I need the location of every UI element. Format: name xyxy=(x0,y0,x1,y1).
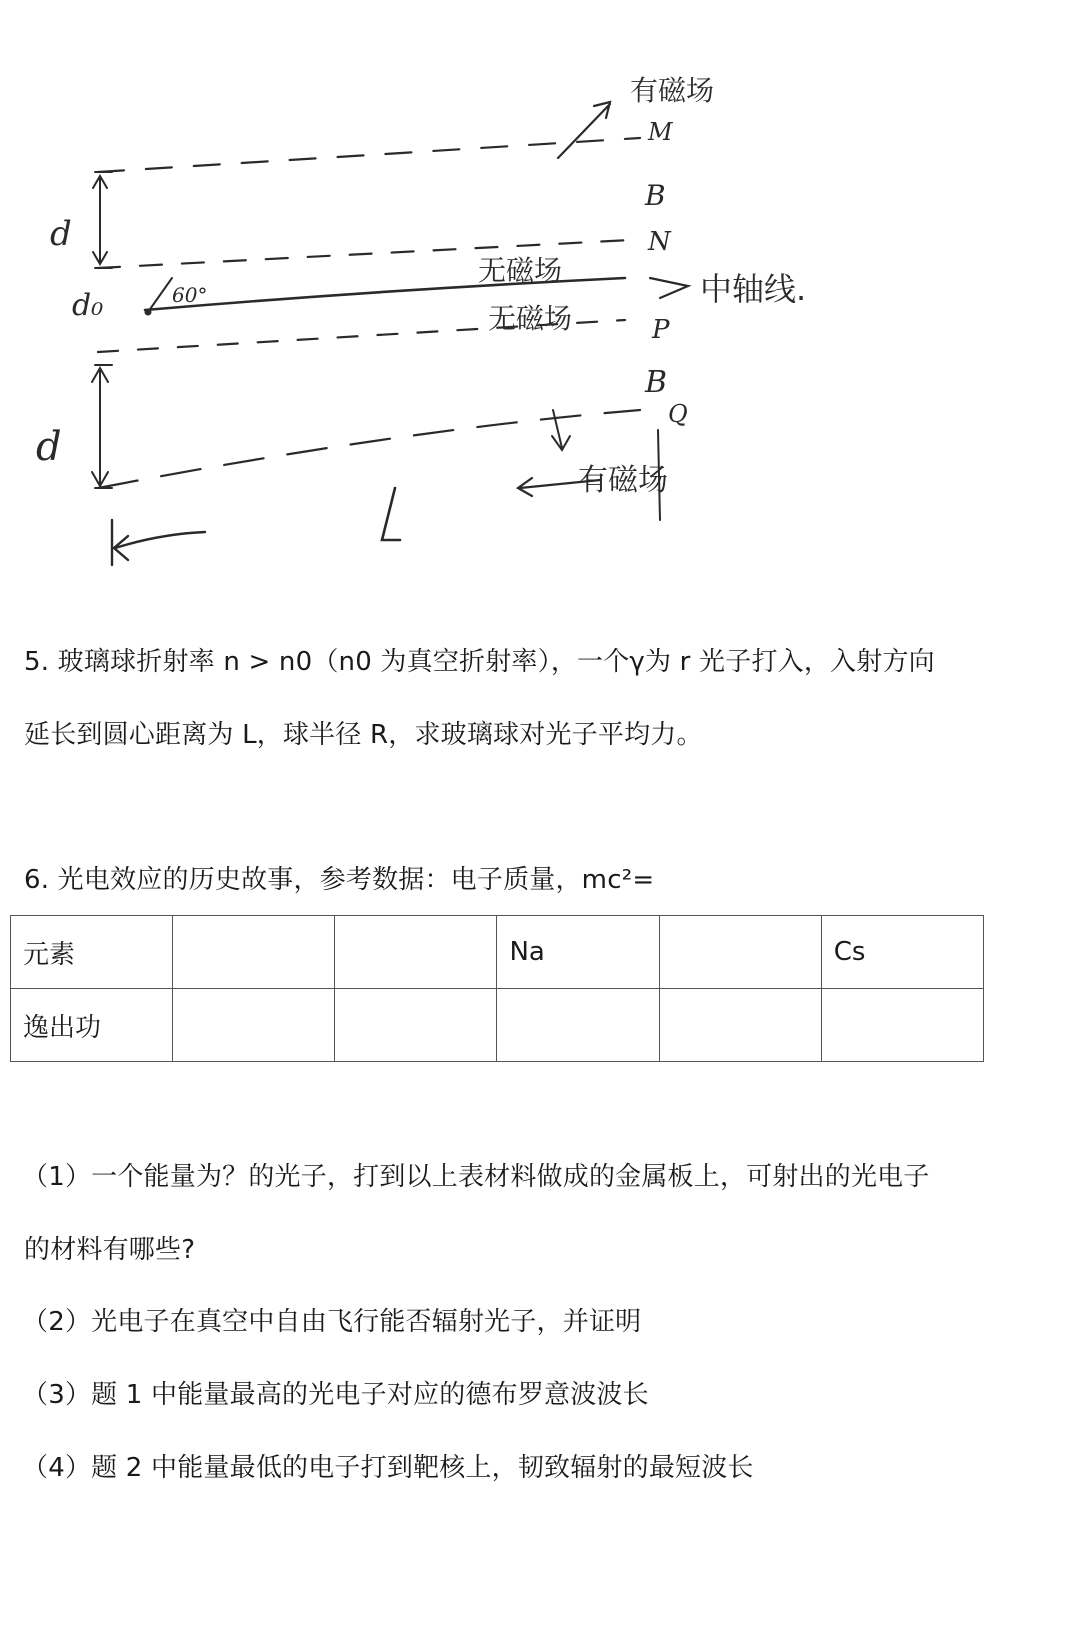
svg-text:d: d xyxy=(50,214,72,254)
svg-text:M: M xyxy=(648,118,673,146)
table-cell xyxy=(659,916,821,989)
table-cell xyxy=(821,989,983,1062)
table-cell xyxy=(173,916,335,989)
q6-sub1-line1: （1）一个能量为？的光子，打到以上表材料做成的金属板上，可射出的光电子 xyxy=(22,1162,930,1192)
table-cell xyxy=(497,989,659,1062)
L-arrow xyxy=(112,520,205,565)
L-letter xyxy=(382,488,400,540)
svg-text:中轴线.: 中轴线. xyxy=(700,270,807,308)
svg-text:B: B xyxy=(645,365,668,400)
q6-sub2: （2）光电子在真空中自由飞行能否辐射光子，并证明 xyxy=(22,1307,642,1337)
boundary-line-Q xyxy=(98,410,640,488)
svg-text:d: d xyxy=(36,424,62,470)
svg-text:B: B xyxy=(645,179,666,212)
axis-arrow xyxy=(650,278,688,298)
table-cell xyxy=(335,989,497,1062)
table-cell xyxy=(659,989,821,1062)
table-cell xyxy=(335,916,497,989)
boundary-line-M xyxy=(98,138,640,172)
d-arrow-top xyxy=(93,176,107,264)
q6-sub1-line2: 的材料有哪些? xyxy=(24,1235,196,1265)
svg-text:Q: Q xyxy=(668,400,688,428)
svg-text:60°: 60° xyxy=(172,283,208,307)
field-arrow-up xyxy=(558,102,610,158)
svg-text:有磁场: 有磁场 xyxy=(578,463,668,498)
q6-intro: 6. 光电效应的历史故事，参考数据：电子质量，mc²= xyxy=(24,865,655,895)
svg-text:无磁场: 无磁场 xyxy=(478,254,563,287)
table-cell: Na xyxy=(497,916,659,989)
table-header-cell: 逸出功 xyxy=(11,989,173,1062)
table-row-work-function xyxy=(11,989,984,1062)
svg-text:d₀: d₀ xyxy=(72,288,104,323)
q6-sub3: （3）题 1 中能量最高的光电子对应的德布罗意波波长 xyxy=(22,1380,649,1410)
q6-sub4: （4）题 2 中能量最低的电子打到靶核上，韧致辐射的最短波长 xyxy=(22,1453,754,1483)
q5-text-line1: 5. 玻璃球折射率 n > n0（n0 为真空折射率），一个γ为 r 光子打入，入射方向 xyxy=(24,647,935,677)
table-row-element xyxy=(11,916,984,989)
svg-text:P: P xyxy=(652,315,670,345)
table-header-cell: 元素 xyxy=(11,916,173,989)
svg-text:有磁场: 有磁场 xyxy=(630,74,715,107)
svg-text:无磁场: 无磁场 xyxy=(488,302,573,335)
table-cell: Cs xyxy=(821,916,983,989)
d-arrow-bottom xyxy=(92,368,108,486)
table-cell xyxy=(173,989,335,1062)
svg-text:N: N xyxy=(648,227,671,257)
handwritten-diagram xyxy=(0,0,1080,600)
q5-text-line2: 延长到圆心距离为 L，球半径 R，求玻璃球对光子平均力。 xyxy=(24,720,703,750)
work-function-table xyxy=(10,915,984,1062)
